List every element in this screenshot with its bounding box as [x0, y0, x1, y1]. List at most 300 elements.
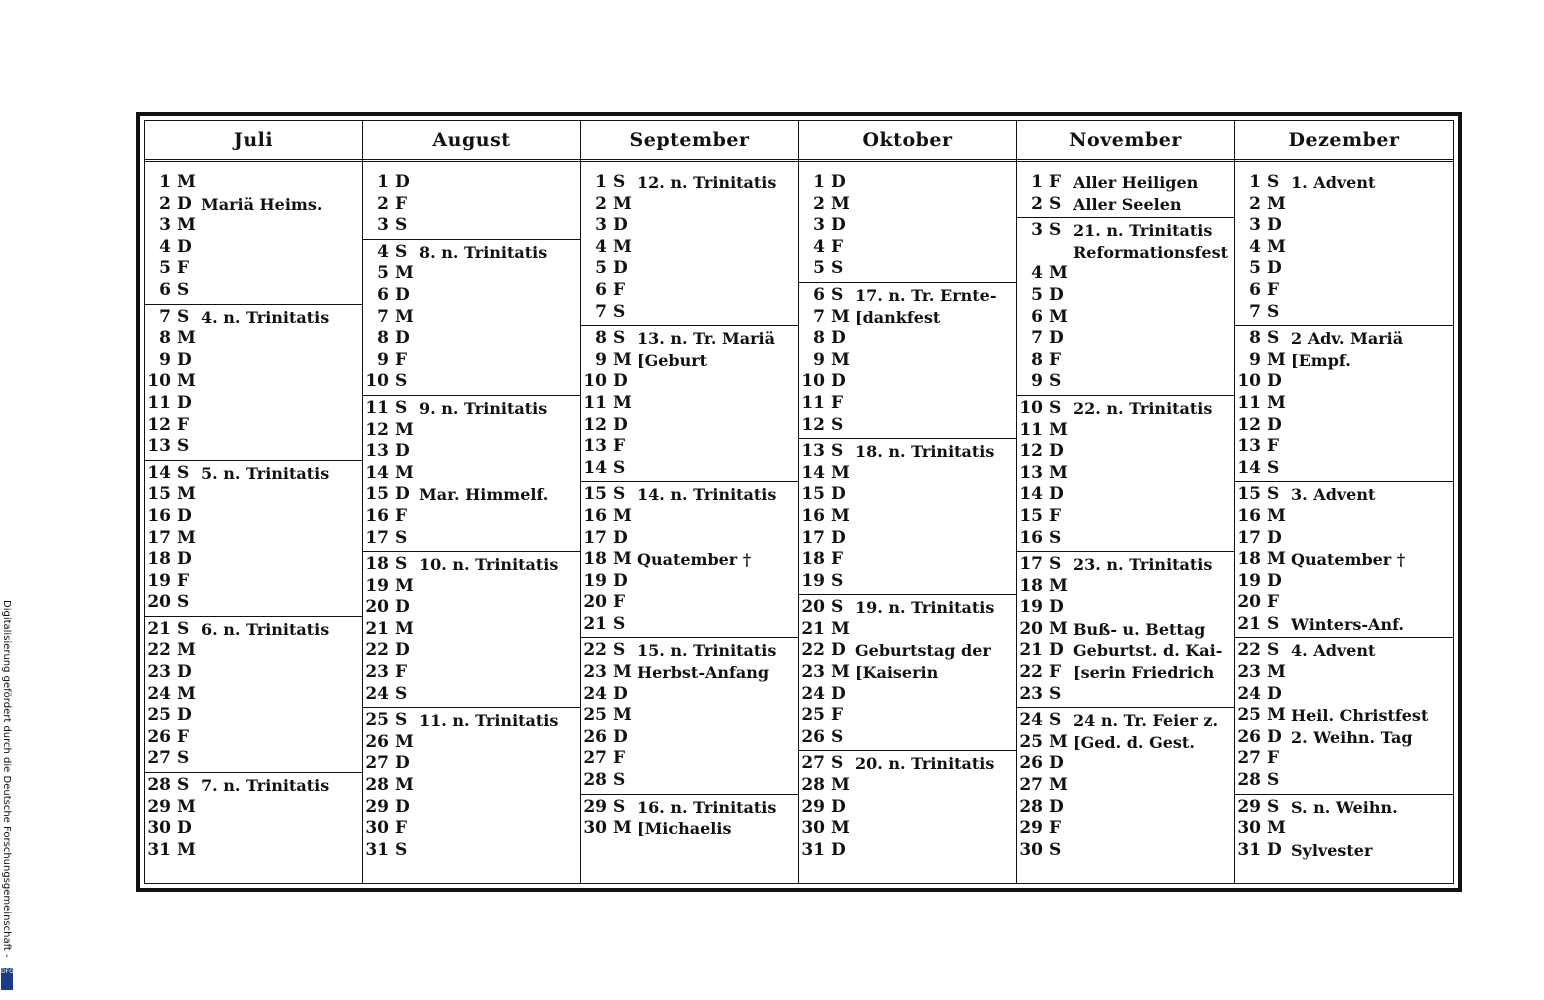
week-block — [581, 170, 798, 326]
day-row — [1017, 506, 1234, 528]
day-row — [1017, 463, 1234, 485]
day-number: 3 — [1249, 215, 1261, 236]
day-number: 6 — [1249, 279, 1261, 300]
day-note — [419, 506, 580, 528]
weekday: S — [613, 301, 626, 322]
weekday: M — [1049, 263, 1068, 284]
day-number: 19 — [583, 570, 607, 591]
day-number: 30 — [1237, 818, 1261, 839]
day-note — [855, 818, 1016, 840]
day-row — [363, 640, 580, 662]
day-row — [1017, 263, 1234, 285]
day-row — [145, 436, 362, 458]
weekday: D — [1049, 640, 1064, 661]
day-note — [1291, 528, 1453, 550]
day-note — [1073, 263, 1234, 285]
day-note — [855, 258, 1016, 280]
week-block — [799, 439, 1016, 595]
day-row — [1235, 328, 1453, 350]
day-number: 6 — [1031, 306, 1043, 327]
weekday: M — [1049, 618, 1068, 639]
weekday: S — [395, 241, 408, 262]
day-note — [1073, 506, 1234, 528]
weekday: S — [831, 258, 844, 279]
day-number: 17 — [147, 527, 171, 548]
day-note — [637, 571, 798, 593]
weekday: F — [1049, 505, 1062, 526]
day-number: 14 — [1237, 457, 1261, 478]
day-note: [dankfest — [855, 307, 941, 327]
month-column-august — [363, 121, 581, 883]
weekday: S — [1267, 770, 1280, 791]
day-row — [145, 307, 362, 329]
weekday: M — [831, 349, 850, 370]
weekday: F — [1267, 592, 1280, 613]
week-block — [1017, 170, 1234, 218]
day-number: 17 — [1019, 554, 1043, 575]
month-title: Dezember — [1235, 121, 1453, 162]
day-note — [855, 727, 1016, 749]
day-note: 3. Advent — [1291, 485, 1376, 505]
day-row — [1235, 484, 1453, 506]
day-note — [419, 684, 580, 706]
day-note: 22. n. Trinitatis — [1073, 398, 1213, 418]
day-row — [363, 350, 580, 372]
weekday: D — [395, 640, 410, 661]
day-row — [363, 576, 580, 598]
day-note — [419, 194, 580, 216]
month-title: August — [363, 121, 580, 162]
day-note — [201, 592, 362, 614]
day-note: Quatember † — [1291, 550, 1406, 570]
day-row — [1235, 705, 1453, 727]
day-row — [581, 258, 798, 280]
weekday: M — [1267, 549, 1286, 570]
day-row — [1017, 753, 1234, 775]
day-note: [Empf. — [1291, 350, 1351, 370]
day-row — [581, 684, 798, 706]
day-row — [145, 328, 362, 350]
day-number: 21 — [147, 618, 171, 639]
day-number: 2 — [1031, 193, 1043, 214]
day-note — [201, 280, 362, 302]
month-column-dezember — [1235, 121, 1453, 883]
day-note: 13. n. Tr. Mariä — [637, 329, 775, 349]
weekday: D — [177, 662, 192, 683]
day-row — [581, 705, 798, 727]
weekday: F — [1049, 818, 1062, 839]
day-note — [419, 732, 580, 754]
day-row — [581, 484, 798, 506]
day-row — [363, 484, 580, 506]
day-number: 6 — [377, 284, 389, 305]
day-note — [201, 350, 362, 372]
day-note — [855, 237, 1016, 259]
day-note — [201, 748, 362, 770]
weekday: S — [177, 592, 190, 613]
weekday: M — [395, 263, 414, 284]
day-number: 27 — [1019, 775, 1043, 796]
day-number: 15 — [1019, 505, 1043, 526]
day-row — [1017, 640, 1234, 662]
weekday: M — [177, 640, 196, 661]
day-note — [855, 840, 1016, 862]
day-row — [145, 727, 362, 749]
day-number: 13 — [801, 441, 825, 462]
weekday: D — [831, 484, 846, 505]
day-row — [799, 328, 1016, 350]
day-note — [201, 371, 362, 393]
day-note — [637, 371, 798, 393]
weekday: S — [177, 748, 190, 769]
weekday: S — [1049, 554, 1062, 575]
day-note: Geburtst. d. Kai- — [1073, 641, 1223, 661]
day-row — [145, 840, 362, 862]
week-block — [799, 751, 1016, 863]
day-row — [799, 371, 1016, 393]
day-row — [363, 463, 580, 485]
day-note — [637, 748, 798, 770]
day-number: 4 — [595, 236, 607, 257]
day-number: 31 — [1237, 839, 1261, 860]
day-number: 16 — [583, 505, 607, 526]
day-number: 25 — [365, 710, 389, 731]
day-number: 26 — [583, 726, 607, 747]
day-note — [637, 770, 798, 792]
day-row — [363, 420, 580, 442]
day-number: 11 — [1019, 419, 1043, 440]
weekday: D — [1267, 527, 1282, 548]
weekday: S — [177, 279, 190, 300]
day-number: 8 — [595, 328, 607, 349]
day-note — [419, 441, 580, 463]
month-column-september — [581, 121, 799, 883]
day-row — [1017, 484, 1234, 506]
day-note — [419, 463, 580, 485]
day-note — [1291, 684, 1453, 706]
weekday: M — [395, 731, 414, 752]
month-column-november — [1017, 121, 1235, 883]
day-row — [799, 307, 1016, 329]
day-number: 1 — [813, 172, 825, 192]
day-note — [637, 215, 798, 237]
weekday: S — [613, 172, 626, 192]
day-note: [Geburt — [637, 350, 708, 370]
day-number: 29 — [801, 796, 825, 817]
day-note: 10. n. Trinitatis — [419, 555, 559, 575]
weekday: S — [395, 683, 408, 704]
week-block — [363, 170, 580, 240]
day-number: 4 — [377, 241, 389, 262]
day-row — [363, 818, 580, 840]
day-note: 24 n. Tr. Feier z. — [1073, 711, 1219, 731]
day-note — [1073, 840, 1234, 862]
day-row — [363, 775, 580, 797]
day-note — [1073, 597, 1234, 619]
day-note — [419, 328, 580, 350]
day-number: 18 — [801, 549, 825, 570]
day-row — [145, 237, 362, 259]
weekday: F — [1049, 662, 1062, 683]
day-row — [145, 393, 362, 415]
weekday: D — [395, 172, 410, 192]
day-row — [363, 840, 580, 862]
sidebar-note-text: Digitalisierung gefördert durch die Deutsche Forschungsgemeinschaft - — [1, 600, 12, 958]
day-row — [1235, 797, 1453, 819]
day-note: 1. Advent — [1291, 173, 1376, 192]
day-note — [201, 237, 362, 259]
day-number: 30 — [801, 818, 825, 839]
weekday: D — [1049, 441, 1064, 462]
day-number: 25 — [583, 705, 607, 726]
day-row — [145, 818, 362, 840]
weekday: D — [1049, 484, 1064, 505]
weekday: S — [831, 441, 844, 462]
day-number: 10 — [801, 371, 825, 392]
day-number: 29 — [583, 796, 607, 817]
day-row — [799, 237, 1016, 259]
weekday: S — [1267, 640, 1280, 661]
day-row — [1017, 350, 1234, 372]
weekday: S — [395, 215, 408, 236]
weekday: S — [395, 397, 408, 418]
week-block — [145, 305, 362, 461]
day-number: 17 — [583, 527, 607, 548]
day-row — [799, 597, 1016, 619]
day-note — [1291, 458, 1453, 480]
day-note — [1073, 775, 1234, 797]
dfg-logo: DFG — [1, 968, 13, 990]
weekday: S — [831, 284, 844, 305]
weekday: D — [177, 349, 192, 370]
day-number: 23 — [147, 662, 171, 683]
day-note — [855, 506, 1016, 528]
day-row — [1235, 727, 1453, 749]
weekday: M — [1267, 193, 1286, 214]
day-row — [1017, 220, 1234, 242]
weekday: M — [1049, 575, 1068, 596]
day-note — [419, 528, 580, 550]
day-note — [1073, 463, 1234, 485]
day-row — [363, 528, 580, 550]
weekday: D — [1267, 414, 1282, 435]
day-row — [1017, 172, 1234, 194]
day-row — [363, 619, 580, 641]
day-number: 9 — [1031, 371, 1043, 392]
day-row — [363, 307, 580, 329]
day-note — [855, 172, 1016, 194]
day-note: [Michaelis — [637, 819, 732, 839]
day-note: Aller Heiligen — [1073, 173, 1199, 192]
day-row — [1235, 393, 1453, 415]
month-title: November — [1017, 121, 1234, 162]
day-note — [419, 662, 580, 684]
day-row — [145, 748, 362, 770]
day-number: 28 — [147, 775, 171, 796]
day-note — [201, 393, 362, 415]
weekday — [1049, 242, 1073, 264]
weekday: F — [613, 592, 626, 613]
day-number: 9 — [159, 349, 171, 370]
day-note — [201, 684, 362, 706]
day-note — [1073, 484, 1234, 506]
weekday: M — [831, 818, 850, 839]
weekday: S — [1049, 527, 1062, 548]
weekday: F — [395, 818, 408, 839]
day-row — [1235, 748, 1453, 770]
weekday: F — [177, 258, 190, 279]
day-row — [1235, 528, 1453, 550]
weekday: D — [395, 328, 410, 349]
weekday: F — [831, 392, 844, 413]
weekday: D — [1267, 215, 1282, 236]
weekday: M — [1267, 236, 1286, 257]
day-note — [1291, 506, 1453, 528]
week-block — [363, 552, 580, 708]
day-number: 13 — [365, 441, 389, 462]
day-note — [1291, 393, 1453, 415]
week-block — [145, 617, 362, 773]
month-column-juli — [145, 121, 363, 883]
weekday: S — [613, 484, 626, 505]
day-row — [1017, 597, 1234, 619]
weekday: D — [177, 236, 192, 257]
day-number: 4 — [1031, 263, 1043, 284]
weekday: S — [177, 462, 190, 483]
day-number: 29 — [365, 796, 389, 817]
weekday: F — [177, 726, 190, 747]
day-note: 5. n. Trinitatis — [201, 463, 330, 483]
day-number: 9 — [377, 349, 389, 370]
day-row — [581, 436, 798, 458]
day-number: 15 — [147, 484, 171, 505]
day-note: Aller Seelen — [1073, 194, 1182, 214]
day-number: 4 — [813, 236, 825, 257]
day-row — [799, 571, 1016, 593]
day-note — [1073, 528, 1234, 550]
weekday: S — [1049, 839, 1062, 860]
day-number: 6 — [813, 284, 825, 305]
weekday: D — [1267, 258, 1282, 279]
day-number: 27 — [147, 748, 171, 769]
day-row — [799, 797, 1016, 819]
day-number: 26 — [1237, 726, 1261, 747]
weekday: M — [1267, 505, 1286, 526]
weekday: S — [1049, 710, 1062, 731]
day-row — [1017, 732, 1234, 754]
day-note — [855, 549, 1016, 571]
weekday: M — [1049, 775, 1068, 796]
weekday: S — [177, 775, 190, 796]
week-block — [363, 708, 580, 863]
day-note: 4. n. Trinitatis — [201, 307, 330, 327]
weekday: F — [613, 748, 626, 769]
day-note: Reformationsfest — [1073, 242, 1228, 262]
day-row — [363, 194, 580, 216]
day-row — [581, 237, 798, 259]
day-row — [363, 732, 580, 754]
day-note: 2. Weihn. Tag — [1291, 727, 1413, 747]
day-note: 20. n. Trinitatis — [855, 754, 995, 774]
day-number: 25 — [1237, 705, 1261, 726]
sidebar-note — [0, 600, 14, 990]
week-block — [1235, 482, 1453, 638]
day-number: 5 — [377, 263, 389, 284]
day-note — [637, 727, 798, 749]
day-number: 5 — [159, 258, 171, 279]
day-row — [145, 640, 362, 662]
day-number: 19 — [365, 575, 389, 596]
day-row — [1017, 554, 1234, 576]
day-number: 5 — [813, 258, 825, 279]
day-row — [1235, 549, 1453, 571]
weekday: D — [831, 527, 846, 548]
day-row — [581, 506, 798, 528]
day-row — [581, 371, 798, 393]
day-note: 7. n. Trinitatis — [201, 776, 330, 796]
day-row — [145, 194, 362, 216]
day-note — [1073, 328, 1234, 350]
weekday: M — [395, 618, 414, 639]
weekday: D — [613, 527, 628, 548]
weekday: D — [831, 215, 846, 236]
month-title: Juli — [145, 121, 362, 162]
day-note — [637, 592, 798, 614]
day-row — [799, 393, 1016, 415]
weekday: D — [177, 193, 192, 214]
weekday: M — [1049, 419, 1068, 440]
weekday: D — [395, 441, 410, 462]
day-number: 24 — [1237, 683, 1261, 704]
day-row — [145, 258, 362, 280]
weekday: S — [1267, 613, 1280, 634]
day-row — [1235, 770, 1453, 792]
day-row — [1017, 840, 1234, 862]
day-number: 11 — [1237, 392, 1261, 413]
weekday: M — [613, 818, 632, 839]
weekday: M — [1049, 306, 1068, 327]
day-note — [201, 549, 362, 571]
weekday: S — [831, 753, 844, 774]
weekday: S — [177, 436, 190, 457]
day-row — [145, 484, 362, 506]
weekday: F — [177, 570, 190, 591]
weekday: D — [1049, 328, 1064, 349]
day-note — [1291, 415, 1453, 437]
day-row — [363, 797, 580, 819]
day-row — [363, 371, 580, 393]
day-note — [1291, 258, 1453, 280]
day-number: 13 — [583, 436, 607, 457]
weekday: F — [395, 193, 408, 214]
day-number: 30 — [147, 818, 171, 839]
day-number: 15 — [583, 484, 607, 505]
day-row — [1017, 818, 1234, 840]
day-note — [855, 415, 1016, 437]
day-number: 22 — [801, 640, 825, 661]
day-number: 18 — [1237, 549, 1261, 570]
day-row — [1235, 371, 1453, 393]
day-number: 27 — [583, 748, 607, 769]
month-body — [581, 162, 798, 842]
day-row — [145, 528, 362, 550]
weekday: F — [1049, 349, 1062, 370]
day-note — [1291, 302, 1453, 324]
day-number: 20 — [147, 592, 171, 613]
weekday: S — [831, 597, 844, 618]
day-row — [1235, 350, 1453, 372]
day-note — [201, 705, 362, 727]
